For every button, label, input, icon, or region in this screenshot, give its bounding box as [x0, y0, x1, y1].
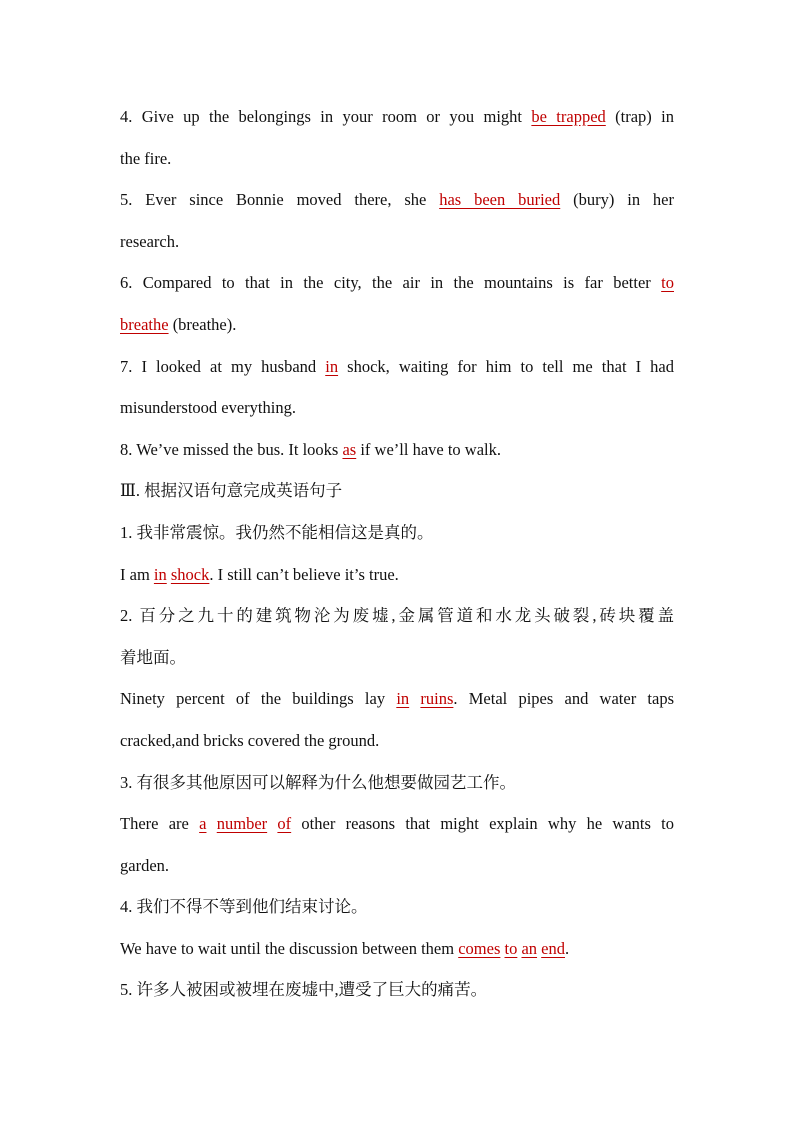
body-text: (bury) in her [560, 190, 675, 210]
body-text: 4. 我们不得不等到他们结束讨论。 [120, 897, 368, 917]
text-line [120, 387, 674, 429]
body-text [267, 814, 277, 833]
body-text: . Metal pipes and water taps [453, 689, 675, 709]
body-text: 6. Compared to that in the city, the air in the mountains is far better [120, 273, 662, 293]
body-text: We have to wait until the discussion between them [120, 938, 459, 958]
answer-text: has been buried [439, 190, 561, 210]
text-line [120, 886, 674, 928]
text-line [120, 179, 674, 221]
answer-text: ruins [420, 689, 454, 709]
body-text: 2. 百分之九十的建筑物沦为废墟,金属管道和水龙头破裂,砖块覆盖 [120, 606, 674, 626]
text-line [120, 429, 674, 471]
answer-text: number [216, 814, 268, 834]
text-line [120, 803, 674, 845]
body-text: 1. 我非常震惊。我仍然不能相信这是真的。 [120, 522, 434, 542]
text-line [120, 221, 674, 263]
body-text: (breathe). [168, 314, 237, 334]
text-line [120, 262, 674, 304]
text-line [120, 595, 674, 637]
answer-text: breathe [120, 314, 169, 334]
text-line [120, 637, 674, 679]
text-line [120, 554, 674, 596]
body-text: Ⅲ. 根据汉语句意完成英语句子 [120, 481, 343, 501]
body-text: 5. Ever since Bonnie moved there, she [120, 190, 440, 210]
text-line [120, 304, 674, 346]
answer-text: in [153, 564, 167, 584]
body-text: research. [120, 231, 180, 251]
body-text: . I still can’t believe it’s true. [209, 564, 399, 584]
body-text: 7. I looked at my husband [120, 356, 326, 376]
text-line [120, 845, 674, 887]
answer-text: be trapped [531, 107, 606, 126]
answer-text: as [342, 439, 357, 459]
answer-text: in [396, 689, 410, 709]
body-text: 4. Give up the belongings in your room or you might [120, 107, 532, 126]
text-line [120, 346, 674, 388]
text-line [120, 96, 674, 138]
text-line [120, 470, 674, 512]
body-text: 5. 许多人被困或被埋在废墟中,遭受了巨大的痛苦。 [120, 980, 488, 1000]
body-text: if we’ll have to walk. [356, 439, 502, 459]
body-text: the fire. [120, 148, 172, 168]
answer-text: end [541, 938, 565, 958]
text-line [120, 678, 674, 720]
body-text: shock, waiting for him to tell me that I had [338, 356, 674, 376]
body-text: (trap) in [605, 107, 674, 126]
document-page [120, 96, 674, 1011]
body-text: Ninety percent of the buildings lay [120, 689, 397, 709]
answer-text: in [325, 356, 339, 376]
answer-text: a [199, 814, 207, 834]
text-line [120, 138, 674, 180]
text-line [120, 762, 674, 804]
answer-text: to [661, 273, 674, 293]
body-text: 8. We’ve missed the bus. It looks [120, 439, 343, 459]
text-line [120, 969, 674, 1011]
body-text [409, 689, 420, 708]
body-text: There are [120, 814, 200, 834]
body-text: 3. 有很多其他原因可以解释为什么他想要做园艺工作。 [120, 772, 516, 792]
body-text: cracked,and bricks covered the ground. [120, 730, 380, 750]
answer-text: comes [458, 938, 501, 958]
body-text: other reasons that might explain why he wants to [291, 814, 675, 834]
answer-text: to [504, 938, 518, 958]
answer-text: an [521, 938, 538, 958]
answer-text: shock [170, 564, 210, 584]
answer-text: of [277, 814, 292, 834]
text-line [120, 928, 674, 970]
body-text: garden. [120, 855, 170, 875]
text-line [120, 720, 674, 762]
body-text: 着地面。 [120, 647, 186, 667]
body-text: misunderstood everything. [120, 398, 296, 418]
body-text: I am [120, 564, 154, 584]
body-text [206, 814, 216, 833]
text-line [120, 512, 674, 554]
body-text: . [565, 938, 570, 958]
